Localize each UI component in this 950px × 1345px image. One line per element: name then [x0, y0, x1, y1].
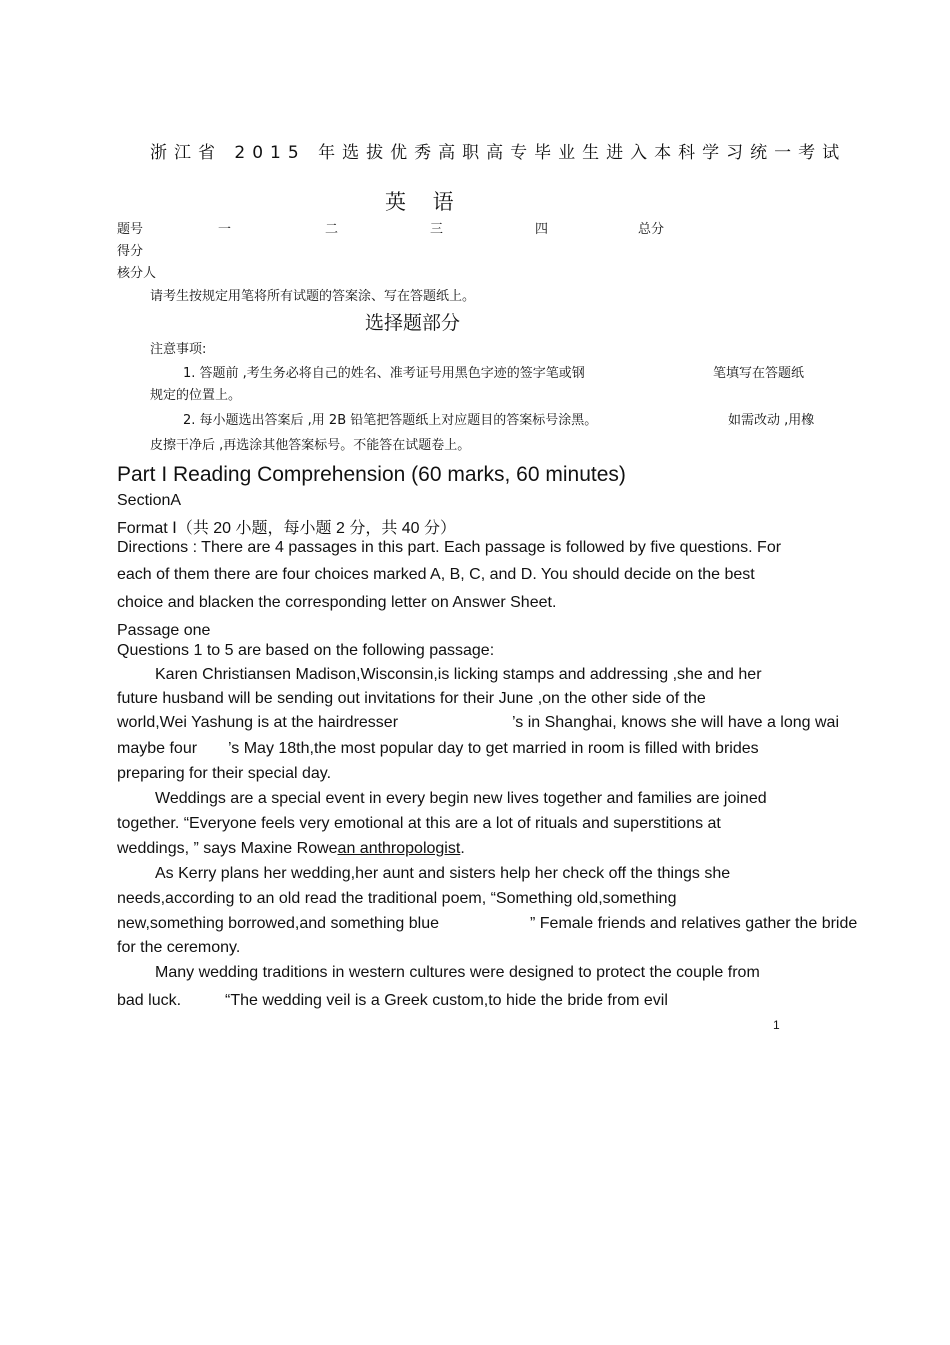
passage-line: Karen Christiansen Madison,Wisconsin,is licking stamps and addressing ,she and her — [155, 666, 762, 683]
score-row-label: 得分 — [117, 244, 144, 259]
passage-line: As Kerry plans her wedding,her aunt and sisters help her check off the things she — [155, 865, 731, 882]
passage-line: needs,according to an old read the traditional poem, “Something old,something — [117, 890, 677, 907]
score-col-header: 四 — [535, 222, 549, 237]
note-item: 笔填写在答题纸 — [713, 366, 805, 381]
passage-line: Many wedding traditions in western cultures were designed to protect the couple from — [155, 964, 760, 981]
passage-label: Passage one — [117, 622, 211, 639]
passage-line: maybe four — [117, 740, 198, 757]
notes-heading: 注意事项: — [150, 342, 207, 357]
passage-line — [117, 840, 465, 858]
passage-line: new,something borrowed,and something blue — [117, 915, 439, 932]
passage-line: “The wedding veil is a Greek custom,to hide the bride from evil — [225, 992, 668, 1009]
questions-intro: Questions 1 to 5 are based on the following passage: — [117, 642, 495, 659]
note-item: 如需改动 ,用橡 — [728, 413, 815, 428]
directions-line: each of them there are four choices marked A, B, C, and D. You should decide on the best — [117, 566, 755, 583]
score-col-header: 题号 — [117, 222, 144, 237]
note-item: 2. 每小题选出答案后 ,用 2B 铅笔把答题纸上对应题目的答案标号涂黑。 — [183, 413, 598, 428]
directions-line: choice and blacken the corresponding letter on Answer Sheet. — [117, 594, 557, 611]
passage-line: preparing for their special day. — [117, 765, 332, 782]
passage-line: ” Female friends and relatives gather the bride — [530, 915, 858, 932]
score-col-header: 总分 — [638, 222, 665, 237]
page-number: 1 — [773, 1018, 780, 1032]
exam-title: 浙江省 2015 年选拔优秀高职高专毕业生进入本科学习统一考试 — [150, 143, 847, 163]
passage-line: for the ceremony. — [117, 939, 241, 956]
score-col-header: 一 — [218, 222, 232, 237]
section-heading: 选择题部分 — [365, 312, 461, 334]
note-item: 皮擦干净后 ,再选涂其他答案标号。不能答在试题卷上。 — [150, 438, 471, 453]
underlined-phrase: an anthropologist — [337, 840, 461, 857]
note-item: 规定的位置上。 — [150, 388, 242, 403]
passage-text: . — [460, 840, 465, 857]
passage-line: Weddings are a special event in every begin new lives together and families are joined — [155, 790, 767, 807]
part-title: Part I Reading Comprehension (60 marks, 60 minutes) — [117, 463, 626, 486]
score-col-header: 二 — [325, 222, 339, 237]
passage-line: bad luck. — [117, 992, 182, 1009]
passage-line: future husband will be sending out invitations for their June ,on the other side of the — [117, 690, 706, 707]
score-col-header: 三 — [430, 222, 444, 237]
passage-line: ’s in Shanghai, knows she will have a long wai — [512, 714, 840, 731]
passage-line: ’s May 18th,the most popular day to get married in room is filled with brides — [228, 740, 759, 757]
section-label: SectionA — [117, 492, 182, 509]
answer-instruction: 请考生按规定用笔将所有试题的答案涂、写在答题纸上。 — [150, 289, 476, 304]
subject-title: 英 语 — [385, 190, 464, 214]
score-row-label: 核分人 — [117, 266, 157, 281]
directions-line: Directions : There are 4 passages in this part. Each passage is followed by five questions. For — [117, 539, 782, 556]
note-item: 1. 答题前 ,考生务必将自己的姓名、准考证号用黑色字迹的签字笔或钢 — [183, 366, 585, 381]
passage-line: world,Wei Yashung is at the hairdresser — [117, 714, 399, 731]
passage-text: weddings, ” says Maxine Rowe — [117, 840, 338, 857]
format-label: Format Ⅰ（共 20 小题，每小题 2 分，共 40 分） — [117, 520, 457, 537]
passage-line: together. “Everyone feels very emotional at this are a lot of rituals and superstitions at — [117, 815, 721, 832]
